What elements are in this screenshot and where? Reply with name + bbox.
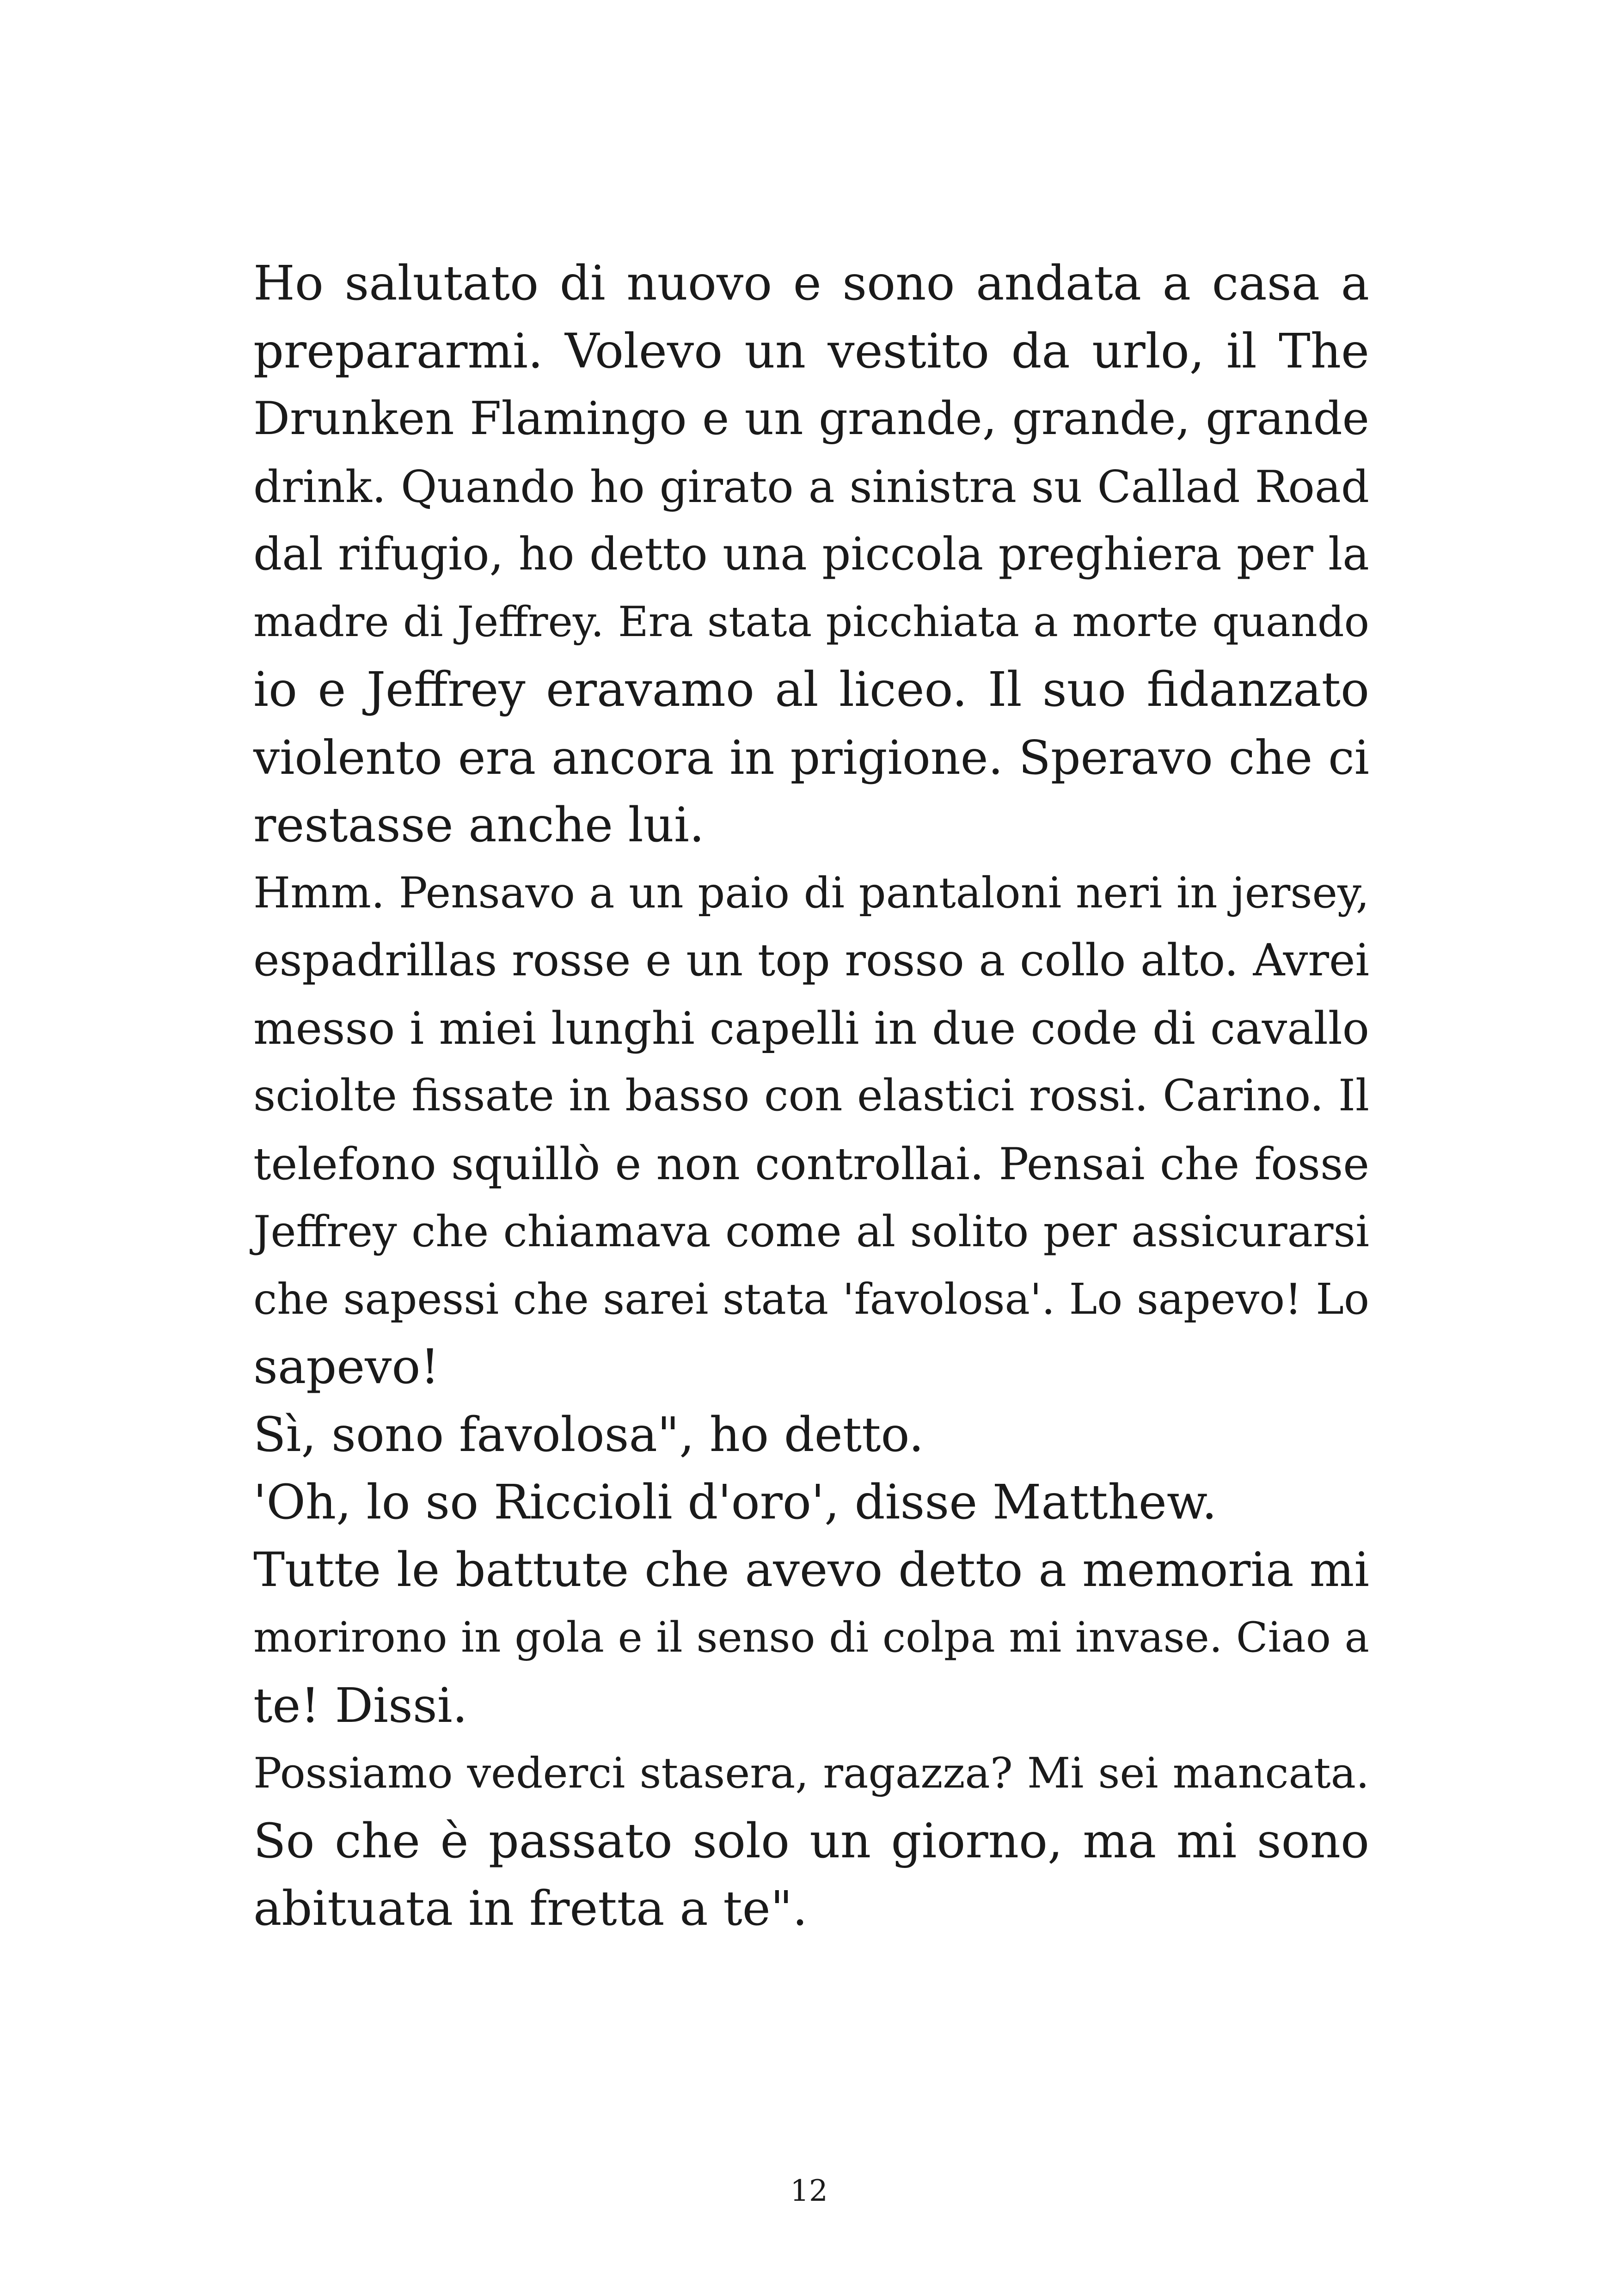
text-line: Possiamo vederci stasera, ragazza? Mi sei mancata. bbox=[253, 1748, 1369, 1798]
text-line: So che è passato solo un giorno, ma mi sono bbox=[253, 1813, 1369, 1869]
text-line: Ho salutato di nuovo e sono andata a casa a bbox=[253, 256, 1369, 311]
text-line: dal rifugio, ho detto una piccola preghiera per la bbox=[253, 528, 1369, 580]
text-line: madre di Jeffrey. Era stata picchiata a morte quando bbox=[253, 597, 1369, 646]
text-line: abituata in fretta a te". bbox=[253, 1881, 808, 1936]
page-number: 12 bbox=[790, 2174, 828, 2208]
text-line: Sì, sono favolosa", ho detto. bbox=[253, 1407, 924, 1463]
text-line: io e Jeffrey eravamo al liceo. Il suo fidanzato bbox=[253, 662, 1369, 717]
text-line: drink. Quando ho girato a sinistra su Callad Road bbox=[253, 460, 1369, 513]
text-line: violento era ancora in prigione. Speravo che ci bbox=[253, 730, 1369, 785]
text-line: Tutte le battute che avevo detto a memoria mi bbox=[253, 1542, 1369, 1598]
text-line: sciolte fissate in basso con elastici rossi. Carino. Il bbox=[253, 1071, 1369, 1121]
text-line: che sapessi che sarei stata 'favolosa'. Lo sapevo! Lo bbox=[253, 1274, 1369, 1324]
text-line: morirono in gola e il senso di colpa mi invase. Ciao a bbox=[253, 1614, 1369, 1662]
body-text bbox=[253, 250, 1369, 1943]
text-line: 'Oh, lo so Riccioli d'oro', disse Matthew. bbox=[253, 1475, 1217, 1530]
text-line: prepararmi. Volevo un vestito da urlo, il The bbox=[253, 323, 1369, 379]
text-line: messo i miei lunghi capelli in due code di cavallo bbox=[253, 1002, 1369, 1054]
text-line: telefono squillò e non controllai. Pensai che fosse bbox=[253, 1138, 1369, 1190]
text-line: Hmm. Pensavo a un paio di pantaloni neri in jersey, bbox=[253, 868, 1369, 918]
text-line: espadrillas rosse e un top rosso a collo alto. Avrei bbox=[253, 935, 1369, 986]
text-line: sapevo! bbox=[253, 1339, 440, 1395]
text-line: te! Dissi. bbox=[253, 1678, 468, 1733]
text-line: restasse anche lui. bbox=[253, 797, 705, 853]
text-line: Jeffrey che chiamava come al solito per assicurarsi bbox=[253, 1206, 1369, 1256]
text-line: Drunken Flamingo e un grande, grande, grande bbox=[253, 392, 1369, 445]
